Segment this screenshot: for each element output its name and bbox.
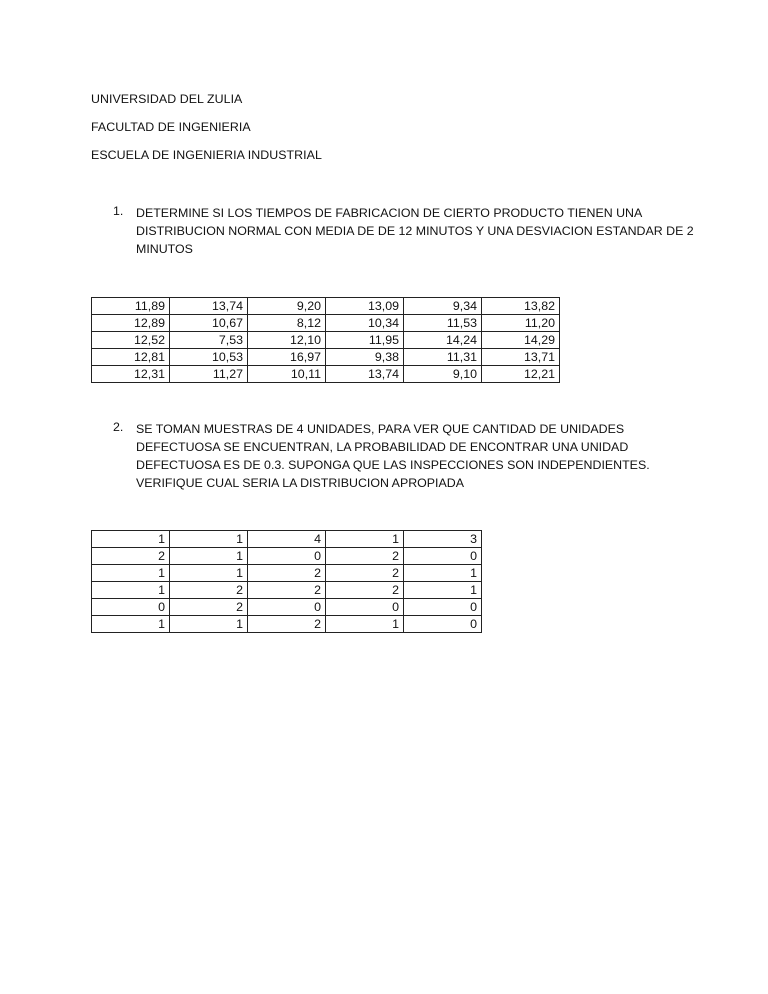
- table-cell: 13,09: [326, 298, 404, 315]
- table-cell: 1: [404, 582, 482, 599]
- table-cell: 1: [170, 616, 248, 633]
- table-row: [92, 298, 560, 315]
- table-row: [92, 548, 482, 565]
- header-university: UNIVERSIDAD DEL ZULIA: [91, 92, 243, 106]
- table-cell: 13,71: [482, 349, 560, 366]
- table-cell: 11,95: [326, 332, 404, 349]
- table-cell: 1: [170, 565, 248, 582]
- table-cell: 9,34: [404, 298, 482, 315]
- table-cell: 0: [404, 548, 482, 565]
- table-row: [92, 616, 482, 633]
- table-cell: 2: [248, 616, 326, 633]
- header-faculty: FACULTAD DE INGENIERIA: [91, 120, 251, 134]
- table-cell: 11,89: [92, 298, 170, 315]
- table-cell: 12,89: [92, 315, 170, 332]
- table-cell: 0: [326, 599, 404, 616]
- table-row: [92, 565, 482, 582]
- table-cell: 1: [326, 616, 404, 633]
- table-cell: 0: [248, 548, 326, 565]
- table-cell: 2: [170, 599, 248, 616]
- table-cell: 10,34: [326, 315, 404, 332]
- table-cell: 11,31: [404, 349, 482, 366]
- table-cell: 11,27: [170, 366, 248, 383]
- table-cell: 12,10: [248, 332, 326, 349]
- table-cell: 9,38: [326, 349, 404, 366]
- table-cell: 2: [92, 548, 170, 565]
- table-cell: 2: [170, 582, 248, 599]
- table-cell: 16,97: [248, 349, 326, 366]
- table-row: [92, 582, 482, 599]
- table-cell: 10,67: [170, 315, 248, 332]
- table-cell: 13,82: [482, 298, 560, 315]
- table-cell: 1: [92, 582, 170, 599]
- table-cell: 11,20: [482, 315, 560, 332]
- table-cell: 2: [326, 548, 404, 565]
- table-row: [92, 366, 560, 383]
- table-row: [92, 349, 560, 366]
- table-cell: 10,11: [248, 366, 326, 383]
- table-cell: 3: [404, 531, 482, 548]
- table-cell: 2: [248, 565, 326, 582]
- question-2: [113, 420, 698, 492]
- table-cell: 1: [170, 531, 248, 548]
- question-2-text: SE TOMAN MUESTRAS DE 4 UNIDADES, PARA VER QUE CANTIDAD DE UNIDADES DEFECTUOSA SE ENCUENTRAN, LA PROBABILIDAD DE ENCONTRAR UNA UNIDAD DEFECTUOSA ES DE 0.3. SUPONGA QUE LAS INSPECCIONES SON INDEPENDIENTES. VERIFIQUE CUAL SERIA LA DISTRIBUCION APROPIADA: [136, 422, 650, 490]
- table-cell: 13,74: [170, 298, 248, 315]
- table-cell: 12,31: [92, 366, 170, 383]
- question-1-text: DETERMINE SI LOS TIEMPOS DE FABRICACION DE CIERTO PRODUCTO TIENEN UNA DISTRIBUCION NORMAL CON MEDIA DE DE 12 MINUTOS Y UNA DESVIACION ESTANDAR DE 2 MINUTOS: [136, 206, 694, 256]
- table-cell: 11,53: [404, 315, 482, 332]
- table-cell: 1: [170, 548, 248, 565]
- table-cell: 9,10: [404, 366, 482, 383]
- table-cell: 10,53: [170, 349, 248, 366]
- table-cell: 12,52: [92, 332, 170, 349]
- table-cell: 2: [326, 565, 404, 582]
- table-cell: 2: [248, 582, 326, 599]
- times-table: [91, 297, 560, 383]
- table-cell: 14,24: [404, 332, 482, 349]
- table-cell: 13,74: [326, 366, 404, 383]
- table-cell: 1: [92, 531, 170, 548]
- question-2-number: 2.: [113, 420, 124, 434]
- table-row: [92, 332, 560, 349]
- table-cell: 1: [92, 565, 170, 582]
- table-cell: 1: [326, 531, 404, 548]
- table-cell: 14,29: [482, 332, 560, 349]
- table-cell: 4: [248, 531, 326, 548]
- table-cell: 1: [404, 565, 482, 582]
- table-cell: 0: [248, 599, 326, 616]
- table-cell: 0: [92, 599, 170, 616]
- table-cell: 0: [404, 599, 482, 616]
- table-cell: 0: [404, 616, 482, 633]
- defects-table: [91, 530, 482, 633]
- header-school: ESCUELA DE INGENIERIA INDUSTRIAL: [91, 148, 322, 162]
- table-row: [92, 531, 482, 548]
- table-cell: 12,81: [92, 349, 170, 366]
- question-1: [113, 204, 698, 258]
- table-cell: 7,53: [170, 332, 248, 349]
- table-row: [92, 599, 482, 616]
- table-cell: 9,20: [248, 298, 326, 315]
- question-1-number: 1.: [113, 204, 124, 218]
- table-cell: 8,12: [248, 315, 326, 332]
- table-row: [92, 315, 560, 332]
- table-cell: 1: [92, 616, 170, 633]
- table-cell: 12,21: [482, 366, 560, 383]
- table-cell: 2: [326, 582, 404, 599]
